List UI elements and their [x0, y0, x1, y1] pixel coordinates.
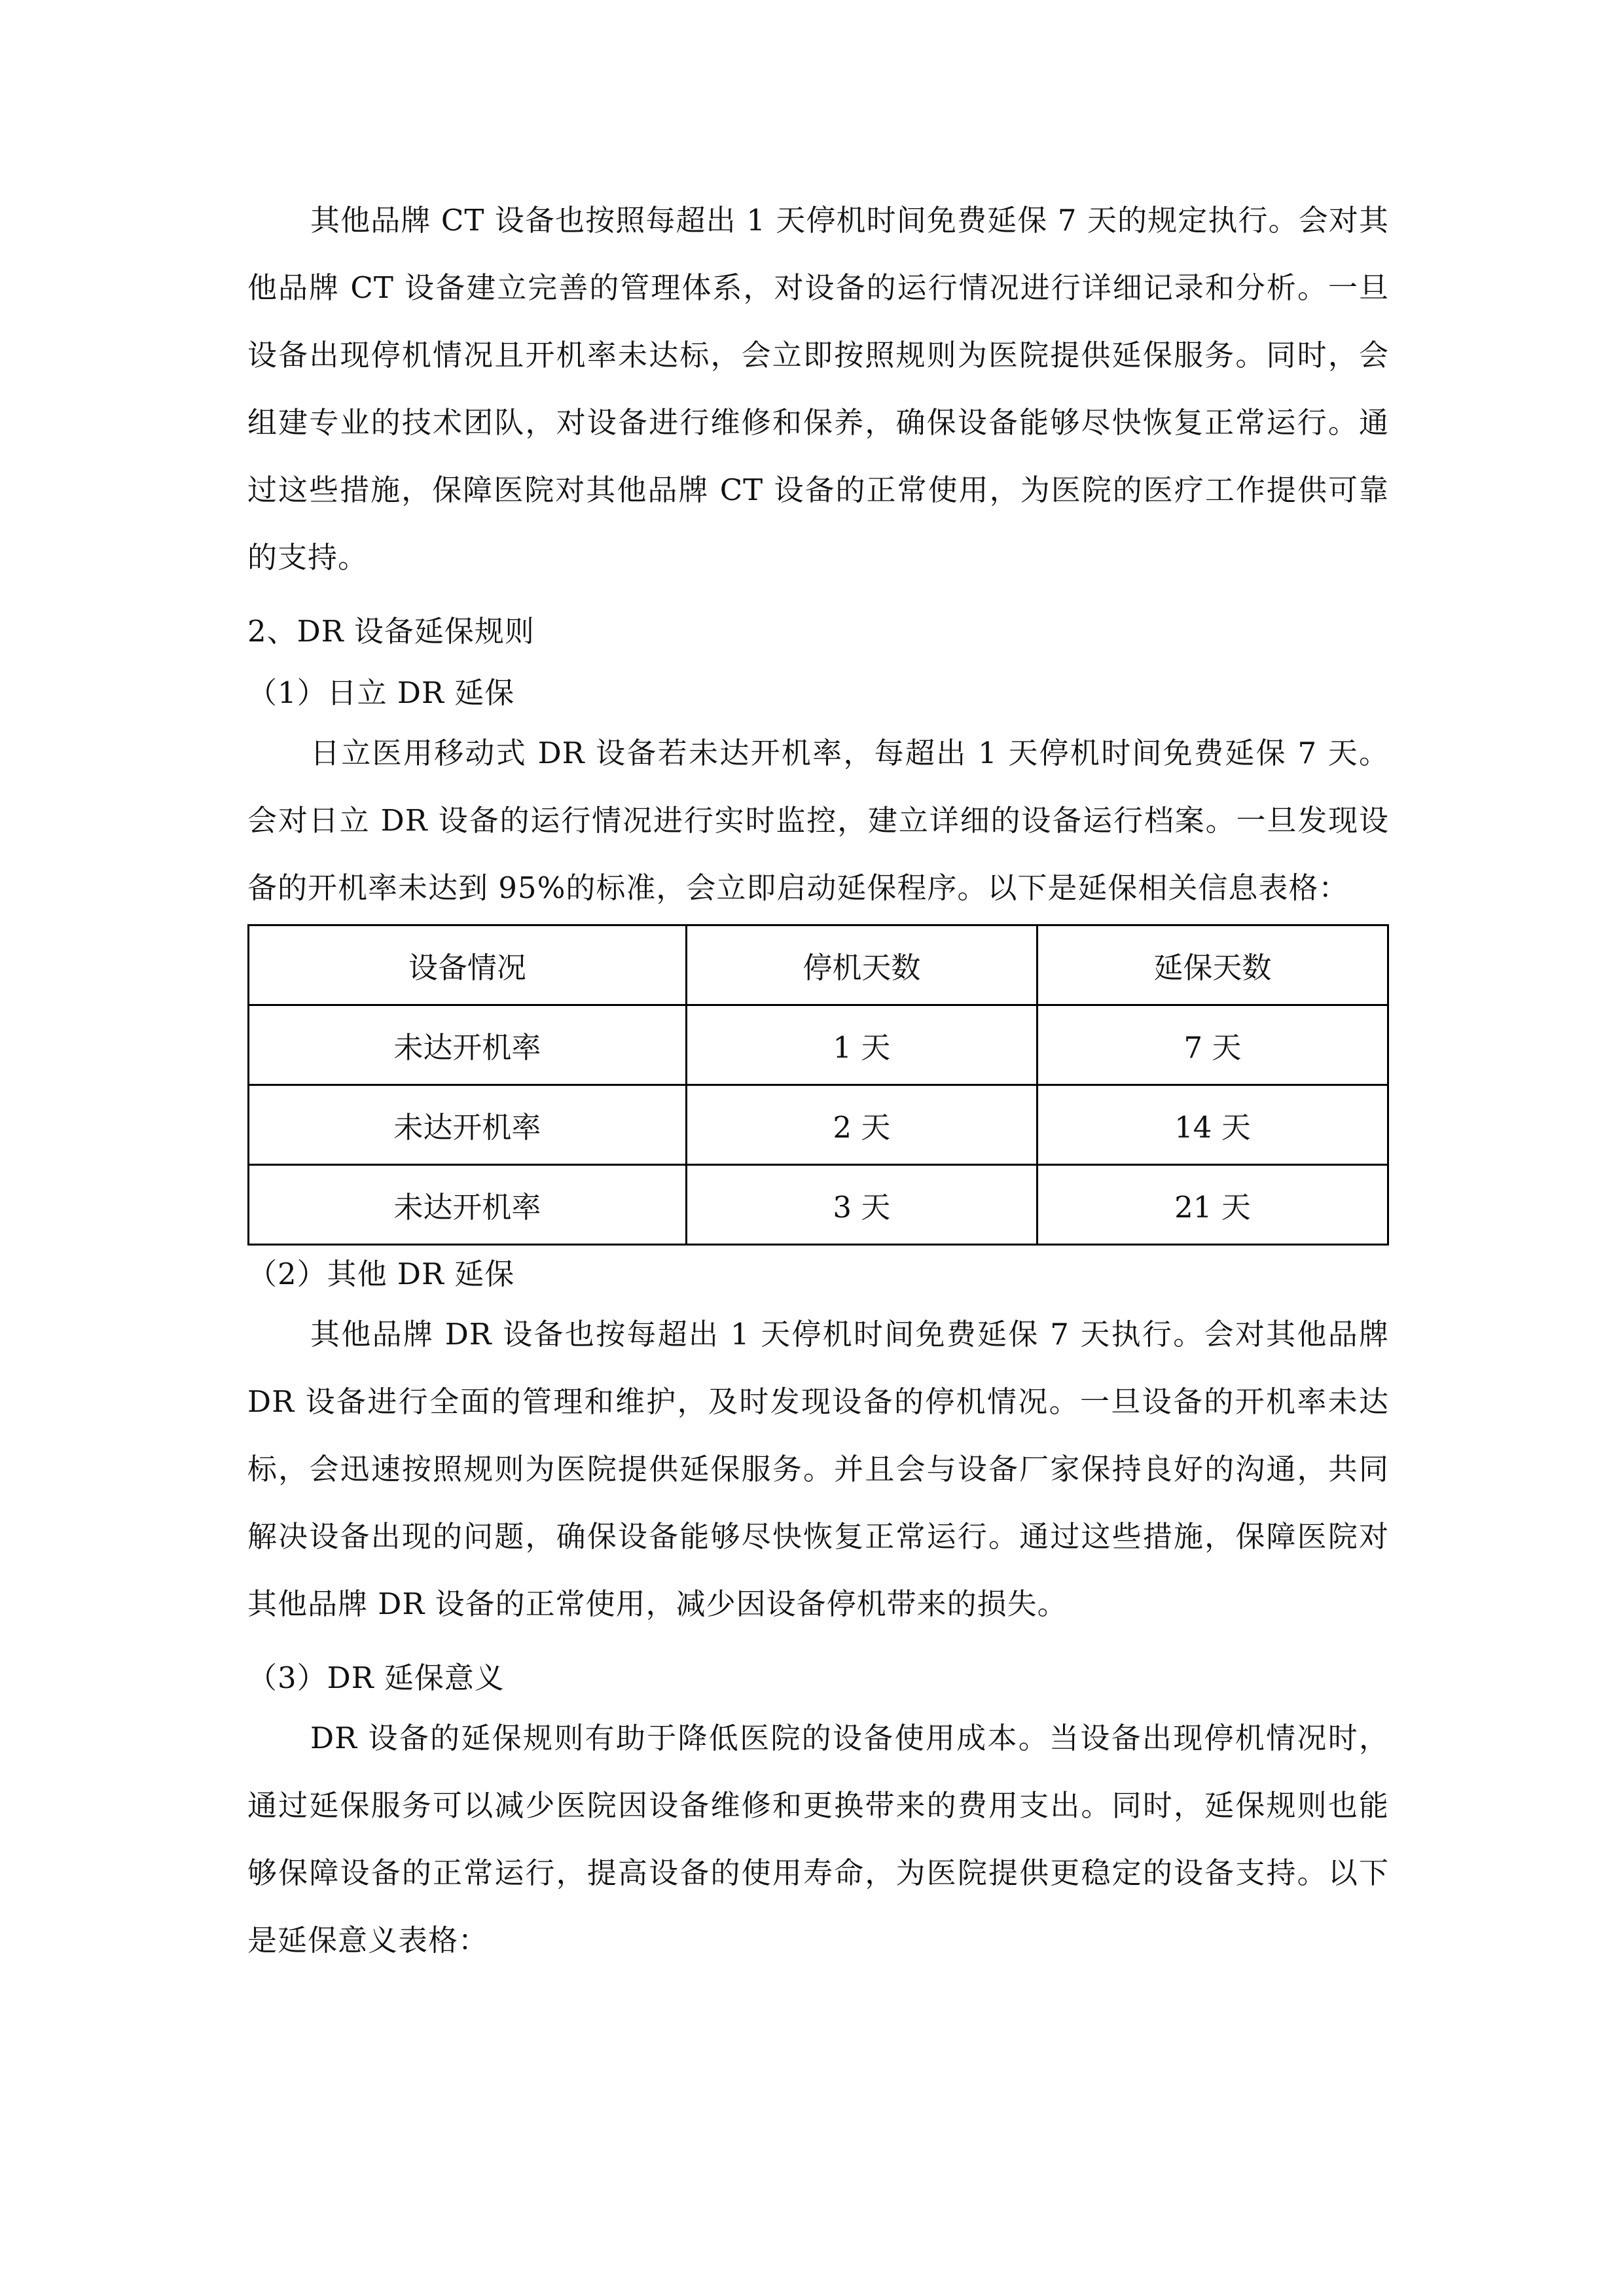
subsection-heading-dr-significance: （3）DR 延保意义: [247, 1660, 505, 1695]
table-cell: 未达开机率: [249, 1085, 687, 1165]
dr-significance-paragraph: DR 设备的延保规则有助于降低医院的设备使用成本。当设备出现停机情况时，通过延保服务可以减少医院因设备维修和更换带来的费用支出。同时，延保规则也能够保障设备的正常运行，提高设备的使用寿命，为医院提供更稳定的设备支持。以下是延保意义表格：: [247, 1721, 1389, 1958]
table-header-cell: 设备情况: [249, 925, 687, 1005]
table-cell: 14 天: [1037, 1085, 1388, 1165]
table-cell: 3 天: [686, 1165, 1037, 1245]
table-cell: 21 天: [1037, 1165, 1388, 1245]
ct-other-brands-paragraph: 其他品牌 CT 设备也按照每超出 1 天停机时间免费延保 7 天的规定执行。会对其他品牌 CT 设备建立完善的管理体系，对设备的运行情况进行详细记录和分析。一旦设备出现停机情况且开机率未达标，会立即按照规则为医院提供延保服务。同时，会组建专业的技术团队，对设备进行维修和保养，确保设备能够尽快恢复正常运行。通过这些措施，保障医院对其他品牌 CT 设备的正常使用，为医院的医疗工作提供可靠的支持。: [247, 203, 1389, 575]
warranty-info-table: [247, 924, 1389, 1246]
table-header-row: [249, 925, 1388, 1005]
table-cell: 未达开机率: [249, 1165, 687, 1245]
table-cell: 1 天: [686, 1005, 1037, 1085]
table-cell: 2 天: [686, 1085, 1037, 1165]
subsection-heading-hitachi-dr: （1）日立 DR 延保: [247, 675, 515, 710]
section-heading-dr-warranty-rules: 2、DR 设备延保规则: [247, 614, 535, 649]
document-body: [247, 187, 1389, 1974]
table-row: [249, 1085, 1388, 1165]
table-header-cell: 延保天数: [1037, 925, 1388, 1005]
hitachi-dr-paragraph: 日立医用移动式 DR 设备若未达开机率，每超出 1 天停机时间免费延保 7 天。会对日立 DR 设备的运行情况进行实时监控，建立详细的设备运行档案。一旦发现设备的开机率未达到 95%的标准，会立即启动延保程序。以下是延保相关信息表格：: [247, 736, 1389, 905]
table-row: [249, 1005, 1388, 1085]
other-dr-paragraph: 其他品牌 DR 设备也按每超出 1 天停机时间免费延保 7 天执行。会对其他品牌 DR 设备进行全面的管理和维护，及时发现设备的停机情况。一旦设备的开机率未达标，会迅速按照规则为医院提供延保服务。并且会与设备厂家保持良好的沟通，共同解决设备出现的问题，确保设备能够尽快恢复正常运行。通过这些措施，保障医院对其他品牌 DR 设备的正常使用，减少因设备停机带来的损失。: [247, 1317, 1389, 1621]
subsection-heading-other-dr: （2）其他 DR 延保: [247, 1257, 515, 1291]
table-cell: 7 天: [1037, 1005, 1388, 1085]
table-header-cell: 停机天数: [686, 925, 1037, 1005]
table-cell: 未达开机率: [249, 1005, 687, 1085]
table-row: [249, 1165, 1388, 1245]
